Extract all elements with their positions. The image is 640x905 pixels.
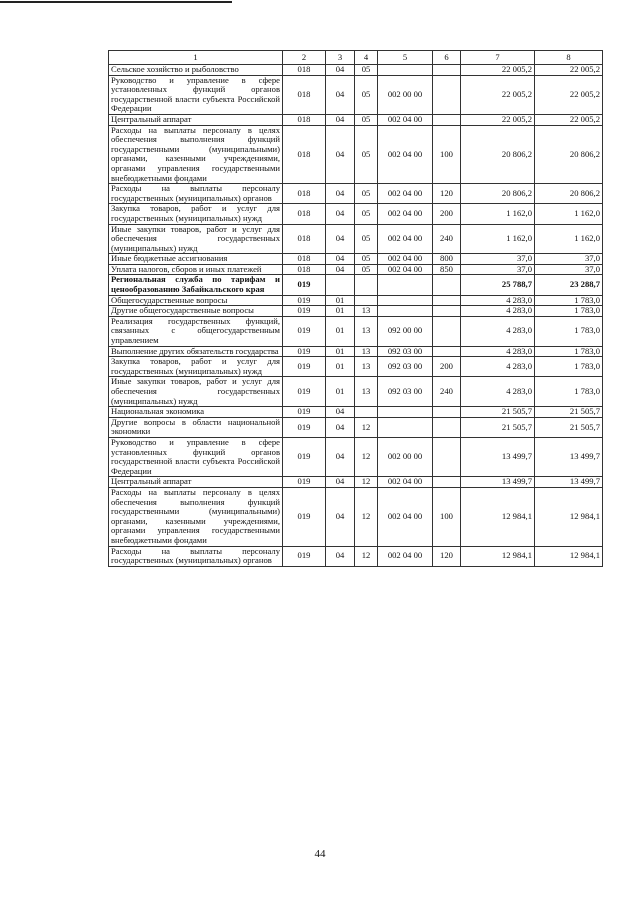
cell-target-article: 092 03 00 — [378, 357, 433, 377]
cell-subsection: 12 — [355, 487, 378, 546]
cell-subsection: 05 — [355, 264, 378, 275]
cell-target-article — [378, 306, 433, 317]
cell-administrator: 019 — [283, 407, 326, 418]
cell-section: 04 — [326, 204, 355, 224]
table-row — [109, 264, 603, 275]
cell-administrator: 018 — [283, 65, 326, 76]
cell-amount-2: 1 783,0 — [535, 377, 603, 407]
cell-administrator: 018 — [283, 125, 326, 184]
cell-administrator: 019 — [283, 316, 326, 346]
cell-amount-1: 20 806,2 — [461, 184, 535, 204]
cell-section: 04 — [326, 487, 355, 546]
cell-administrator: 018 — [283, 254, 326, 265]
table-row — [109, 346, 603, 357]
cell-amount-1: 4 283,0 — [461, 357, 535, 377]
cell-expense-type — [433, 407, 461, 418]
cell-amount-1: 4 283,0 — [461, 316, 535, 346]
cell-amount-2: 1 783,0 — [535, 295, 603, 306]
cell-target-article: 092 03 00 — [378, 377, 433, 407]
cell-administrator: 018 — [283, 75, 326, 114]
cell-target-article: 002 04 00 — [378, 487, 433, 546]
row-name-cell: Уплата налогов, сборов и иных платежей — [109, 264, 283, 275]
cell-expense-type — [433, 417, 461, 437]
cell-subsection: 05 — [355, 204, 378, 224]
row-name-cell: Выполнение других обязательств государства — [109, 346, 283, 357]
cell-amount-1: 21 505,7 — [461, 407, 535, 418]
cell-amount-1: 4 283,0 — [461, 306, 535, 317]
cell-administrator: 019 — [283, 477, 326, 488]
cell-amount-1: 25 788,7 — [461, 275, 535, 295]
table-row — [109, 357, 603, 377]
cell-administrator: 019 — [283, 295, 326, 306]
cell-subsection: 13 — [355, 316, 378, 346]
table-row — [109, 204, 603, 224]
cell-expense-type — [433, 114, 461, 125]
cell-administrator: 018 — [283, 224, 326, 254]
cell-target-article — [378, 407, 433, 418]
cell-amount-1: 22 005,2 — [461, 65, 535, 76]
table-row — [109, 184, 603, 204]
cell-expense-type: 850 — [433, 264, 461, 275]
cell-amount-2: 23 288,7 — [535, 275, 603, 295]
cell-section: 04 — [326, 417, 355, 437]
row-name-cell: Сельское хозяйство и рыболовство — [109, 65, 283, 76]
cell-section: 04 — [326, 437, 355, 476]
cell-expense-type — [433, 295, 461, 306]
cell-expense-type — [433, 437, 461, 476]
cell-subsection: 05 — [355, 224, 378, 254]
cell-amount-1: 1 162,0 — [461, 204, 535, 224]
cell-section: 04 — [326, 114, 355, 125]
cell-amount-1: 1 162,0 — [461, 224, 535, 254]
table-row — [109, 65, 603, 76]
cell-expense-type — [433, 306, 461, 317]
row-name-cell: Иные бюджетные ассигнования — [109, 254, 283, 265]
cell-expense-type — [433, 316, 461, 346]
cell-target-article: 092 03 00 — [378, 346, 433, 357]
cell-amount-1: 13 499,7 — [461, 477, 535, 488]
cell-target-article: 002 04 00 — [378, 184, 433, 204]
table-row — [109, 407, 603, 418]
page-number: 44 — [314, 848, 326, 860]
header-cell: 1 — [109, 51, 283, 65]
row-name-cell: Расходы на выплаты персоналу государственных (муниципальных) органов — [109, 184, 283, 204]
cell-expense-type: 240 — [433, 224, 461, 254]
cell-expense-type — [433, 65, 461, 76]
cell-amount-1: 21 505,7 — [461, 417, 535, 437]
header-cell: 7 — [461, 51, 535, 65]
row-name-cell: Руководство и управление в сфере установленных функций органов государственной власти субъекта Российской Федерации — [109, 75, 283, 114]
cell-subsection: 05 — [355, 254, 378, 265]
cell-amount-2: 1 783,0 — [535, 306, 603, 317]
cell-amount-2: 21 505,7 — [535, 417, 603, 437]
cell-amount-2: 13 499,7 — [535, 437, 603, 476]
table-row — [109, 477, 603, 488]
cell-amount-1: 13 499,7 — [461, 437, 535, 476]
table-row — [109, 306, 603, 317]
row-name-cell: Общегосударственные вопросы — [109, 295, 283, 306]
cell-expense-type: 100 — [433, 487, 461, 546]
cell-section: 04 — [326, 224, 355, 254]
cell-section: 04 — [326, 75, 355, 114]
cell-expense-type: 100 — [433, 125, 461, 184]
cell-expense-type — [433, 477, 461, 488]
cell-subsection: 13 — [355, 346, 378, 357]
cell-administrator: 019 — [283, 546, 326, 566]
cell-subsection: 05 — [355, 65, 378, 76]
cell-subsection — [355, 275, 378, 295]
cell-administrator: 018 — [283, 184, 326, 204]
cell-amount-2: 12 984,1 — [535, 487, 603, 546]
cell-subsection: 13 — [355, 357, 378, 377]
cell-expense-type — [433, 275, 461, 295]
cell-amount-1: 37,0 — [461, 254, 535, 265]
row-name-cell: Расходы на выплаты персоналу в целях обеспечения выполнения функций государственными (муниципальными) органами, казенными учреждениями, органами управления государственными внебюджетными фондами — [109, 125, 283, 184]
cell-expense-type: 200 — [433, 204, 461, 224]
table-row — [109, 125, 603, 184]
cell-target-article: 002 04 00 — [378, 546, 433, 566]
cell-subsection: 05 — [355, 125, 378, 184]
cell-target-article: 002 04 00 — [378, 264, 433, 275]
cell-administrator: 019 — [283, 487, 326, 546]
cell-administrator: 019 — [283, 377, 326, 407]
row-name-cell: Национальная экономика — [109, 407, 283, 418]
cell-target-article — [378, 417, 433, 437]
cell-target-article: 002 04 00 — [378, 224, 433, 254]
cell-target-article: 002 04 00 — [378, 254, 433, 265]
cell-subsection: 12 — [355, 417, 378, 437]
cell-administrator: 019 — [283, 275, 326, 295]
table-row — [109, 546, 603, 566]
cell-amount-2: 21 505,7 — [535, 407, 603, 418]
cell-amount-1: 37,0 — [461, 264, 535, 275]
row-name-cell: Закупка товаров, работ и услуг для государственных (муниципальных) нужд — [109, 204, 283, 224]
cell-section: 04 — [326, 184, 355, 204]
table-row — [109, 254, 603, 265]
cell-subsection: 12 — [355, 546, 378, 566]
cell-target-article — [378, 295, 433, 306]
cell-expense-type: 800 — [433, 254, 461, 265]
cell-amount-1: 4 283,0 — [461, 295, 535, 306]
row-name-cell: Центральный аппарат — [109, 477, 283, 488]
table-body — [109, 51, 603, 567]
cell-section: 01 — [326, 295, 355, 306]
cell-amount-2: 1 783,0 — [535, 346, 603, 357]
cell-subsection — [355, 295, 378, 306]
table-row — [109, 224, 603, 254]
header-cell: 6 — [433, 51, 461, 65]
table-row — [109, 114, 603, 125]
row-name-cell: Иные закупки товаров, работ и услуг для обеспечения государственных (муниципальных) нужд — [109, 224, 283, 254]
cell-section: 04 — [326, 125, 355, 184]
row-name-cell: Иные закупки товаров, работ и услуг для обеспечения государственных (муниципальных) нужд — [109, 377, 283, 407]
header-cell: 4 — [355, 51, 378, 65]
cell-subsection — [355, 407, 378, 418]
cell-administrator: 019 — [283, 346, 326, 357]
cell-amount-2: 37,0 — [535, 254, 603, 265]
header-cell: 2 — [283, 51, 326, 65]
cell-amount-1: 20 806,2 — [461, 125, 535, 184]
cell-section: 01 — [326, 306, 355, 317]
row-name-cell: Расходы на выплаты персоналу в целях обеспечения выполнения функций государственными (муниципальными) органами, казенными учреждениями, органами управления государственными внебюджетными фондами — [109, 487, 283, 546]
cell-subsection: 13 — [355, 377, 378, 407]
cell-expense-type: 200 — [433, 357, 461, 377]
cell-section: 04 — [326, 264, 355, 275]
cell-amount-2: 20 806,2 — [535, 125, 603, 184]
cell-subsection: 05 — [355, 184, 378, 204]
header-cell: 3 — [326, 51, 355, 65]
table-row — [109, 275, 603, 295]
cell-amount-1: 12 984,1 — [461, 546, 535, 566]
cell-expense-type — [433, 75, 461, 114]
cell-amount-2: 1 783,0 — [535, 316, 603, 346]
cell-administrator: 019 — [283, 357, 326, 377]
budget-table — [108, 50, 603, 567]
cell-section: 04 — [326, 407, 355, 418]
row-name-cell: Другие общегосударственные вопросы — [109, 306, 283, 317]
cell-administrator: 019 — [283, 417, 326, 437]
table-row — [109, 377, 603, 407]
row-name-cell: Центральный аппарат — [109, 114, 283, 125]
cell-subsection: 12 — [355, 437, 378, 476]
cell-amount-2: 22 005,2 — [535, 114, 603, 125]
table-row — [109, 75, 603, 114]
cell-subsection: 12 — [355, 477, 378, 488]
table-row — [109, 417, 603, 437]
cell-amount-2: 12 984,1 — [535, 546, 603, 566]
row-name-cell: Реализация государственных функций, связанных с общегосударственным управлением — [109, 316, 283, 346]
cell-section: 01 — [326, 377, 355, 407]
cell-target-article — [378, 65, 433, 76]
cell-amount-2: 1 162,0 — [535, 224, 603, 254]
cell-section: 01 — [326, 357, 355, 377]
header-cell: 8 — [535, 51, 603, 65]
cell-expense-type: 120 — [433, 546, 461, 566]
cell-section: 04 — [326, 65, 355, 76]
cell-target-article: 002 04 00 — [378, 114, 433, 125]
cell-expense-type — [433, 346, 461, 357]
cell-target-article: 002 00 00 — [378, 75, 433, 114]
cell-amount-1: 22 005,2 — [461, 75, 535, 114]
row-name-cell: Региональная служба по тарифам и ценообразованию Забайкальского края — [109, 275, 283, 295]
cell-expense-type: 120 — [433, 184, 461, 204]
cell-administrator: 018 — [283, 204, 326, 224]
cell-section: 04 — [326, 254, 355, 265]
cell-section: 04 — [326, 477, 355, 488]
cell-target-article: 002 04 00 — [378, 204, 433, 224]
cell-amount-2: 20 806,2 — [535, 184, 603, 204]
table-row — [109, 487, 603, 546]
cell-section: 01 — [326, 316, 355, 346]
row-name-cell: Руководство и управление в сфере установленных функций органов государственной власти субъекта Российской Федерации — [109, 437, 283, 476]
cell-administrator: 018 — [283, 114, 326, 125]
header-row — [109, 51, 603, 65]
cell-amount-2: 22 005,2 — [535, 75, 603, 114]
cell-target-article: 002 04 00 — [378, 125, 433, 184]
cell-section: 04 — [326, 546, 355, 566]
cell-target-article — [378, 275, 433, 295]
top-rule — [0, 1, 232, 3]
cell-amount-2: 1 783,0 — [535, 357, 603, 377]
cell-section: 01 — [326, 346, 355, 357]
header-cell: 5 — [378, 51, 433, 65]
cell-amount-2: 22 005,2 — [535, 65, 603, 76]
cell-amount-1: 4 283,0 — [461, 346, 535, 357]
cell-administrator: 019 — [283, 437, 326, 476]
table-row — [109, 316, 603, 346]
cell-subsection: 05 — [355, 114, 378, 125]
cell-amount-1: 22 005,2 — [461, 114, 535, 125]
cell-subsection: 13 — [355, 306, 378, 317]
row-name-cell: Расходы на выплаты персоналу государственных (муниципальных) органов — [109, 546, 283, 566]
row-name-cell: Закупка товаров, работ и услуг для государственных (муниципальных) нужд — [109, 357, 283, 377]
cell-section — [326, 275, 355, 295]
cell-target-article: 092 00 00 — [378, 316, 433, 346]
cell-target-article: 002 04 00 — [378, 477, 433, 488]
cell-administrator: 018 — [283, 264, 326, 275]
cell-subsection: 05 — [355, 75, 378, 114]
cell-amount-1: 12 984,1 — [461, 487, 535, 546]
cell-expense-type: 240 — [433, 377, 461, 407]
cell-amount-2: 1 162,0 — [535, 204, 603, 224]
cell-amount-2: 37,0 — [535, 264, 603, 275]
table-row — [109, 295, 603, 306]
cell-amount-1: 4 283,0 — [461, 377, 535, 407]
cell-target-article: 002 00 00 — [378, 437, 433, 476]
cell-administrator: 019 — [283, 306, 326, 317]
row-name-cell: Другие вопросы в области национальной экономики — [109, 417, 283, 437]
table-row — [109, 437, 603, 476]
cell-amount-2: 13 499,7 — [535, 477, 603, 488]
